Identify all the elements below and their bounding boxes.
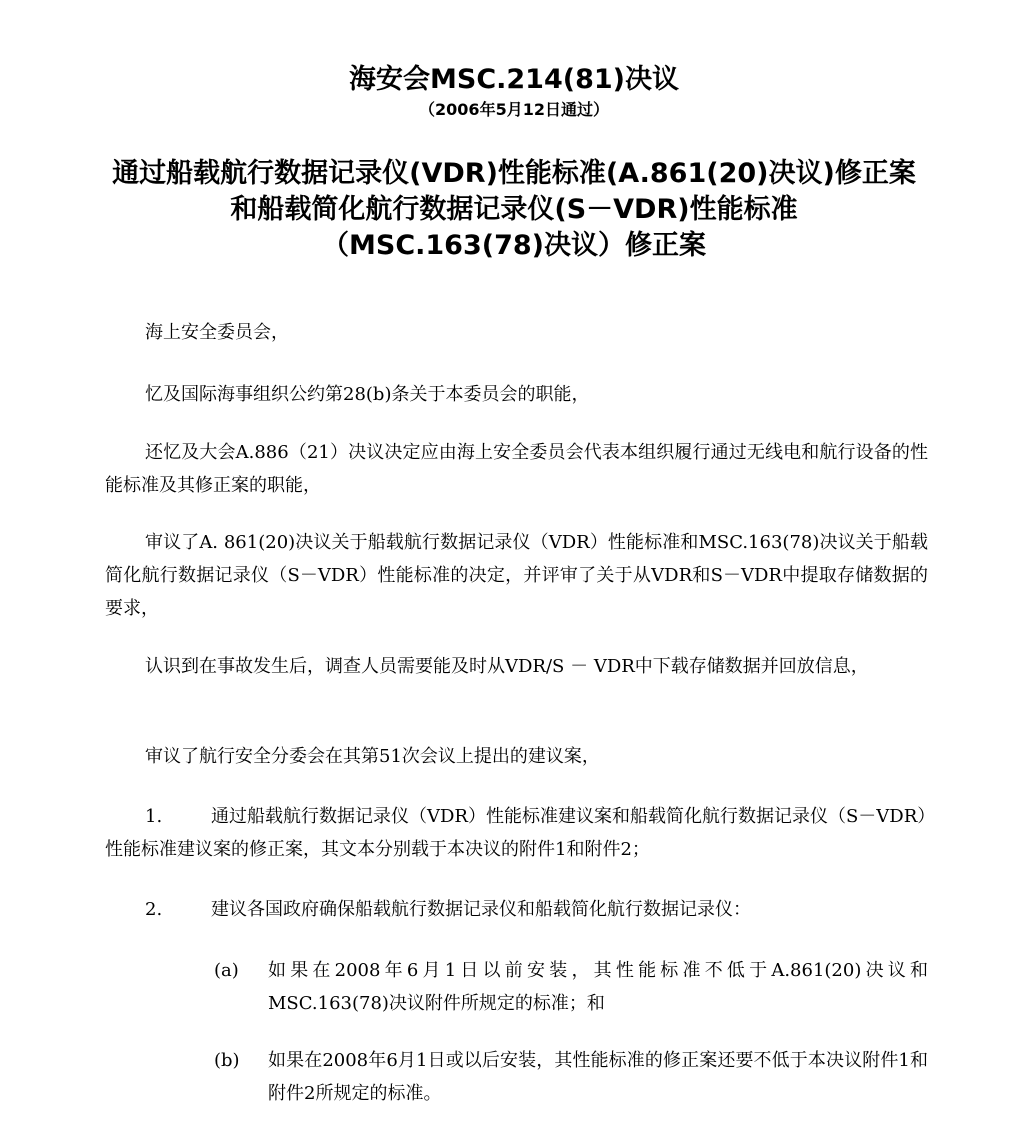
preamble-paragraph: 认识到在事故发生后，调查人员需要能及时从VDR/S － VDR中下载存储数据并回放信息， bbox=[145, 656, 869, 677]
operative-item-text: 建议各国政府确保船载航行数据记录仪和船载简化航行数据记录仪： bbox=[211, 899, 751, 920]
operative-item-number: 1. bbox=[145, 806, 163, 827]
operative-item bbox=[105, 800, 928, 866]
subtitle-line-3: （MSC.163(78)决议）修正案 bbox=[322, 230, 706, 261]
preamble-paragraph: 忆及国际海事组织公约第28(b)条关于本委员会的职能， bbox=[145, 384, 590, 405]
resolution-title: 海安会MSC.214(81)决议 bbox=[349, 64, 679, 95]
sub-item-label: (a) bbox=[214, 960, 239, 981]
operative-item-number: 2. bbox=[145, 899, 163, 920]
preamble-paragraph: 审议了A. 861(20)决议关于船载航行数据记录仪（VDR）性能标准和MSC.163(78)决议关于船载简化航行数据记录仪（S－VDR）性能标准的决定，并评审了关于从VDR和S－VDR中提取存储数据的要求， bbox=[105, 532, 928, 619]
sub-item bbox=[214, 954, 928, 1020]
operative-item-text: 通过船载航行数据记录仪（VDR）性能标准建议案和船载简化航行数据记录仪（S－VDR）性能标准建议案的修正案，其文本分别载于本决议的附件1和附件2； bbox=[105, 806, 927, 860]
operative-item bbox=[105, 893, 928, 926]
preamble-paragraph: 还忆及大会A.886（21）决议决定应由海上安全委员会代表本组织履行通过无线电和航行设备的性能标准及其修正案的职能， bbox=[105, 442, 928, 496]
subtitle-line-2: 和船载简化航行数据记录仪(S－VDR)性能标准 bbox=[230, 194, 798, 225]
sub-item bbox=[214, 1044, 928, 1110]
subtitle-line-1: 通过船载航行数据记录仪(VDR)性能标准(A.861(20)决议)修正案 bbox=[112, 158, 916, 189]
sub-item-text: 如果在2008年6月1日或以后安装，其性能标准的修正案还要不低于本决议附件1和附件2所规定的标准。 bbox=[268, 1050, 928, 1104]
sub-item-label: (b) bbox=[214, 1050, 240, 1071]
preamble-paragraph: 海上安全委员会， bbox=[145, 322, 289, 343]
adoption-date: （2006年5月12日通过） bbox=[419, 100, 609, 119]
sub-item-text: 如果在2008年6月1日以前安装，其性能标准不低于A.861(20)决议和MSC.163(78)决议附件所规定的标准；和 bbox=[268, 960, 928, 1014]
preamble-paragraph: 审议了航行安全分委会在其第51次会议上提出的建议案， bbox=[145, 746, 600, 767]
